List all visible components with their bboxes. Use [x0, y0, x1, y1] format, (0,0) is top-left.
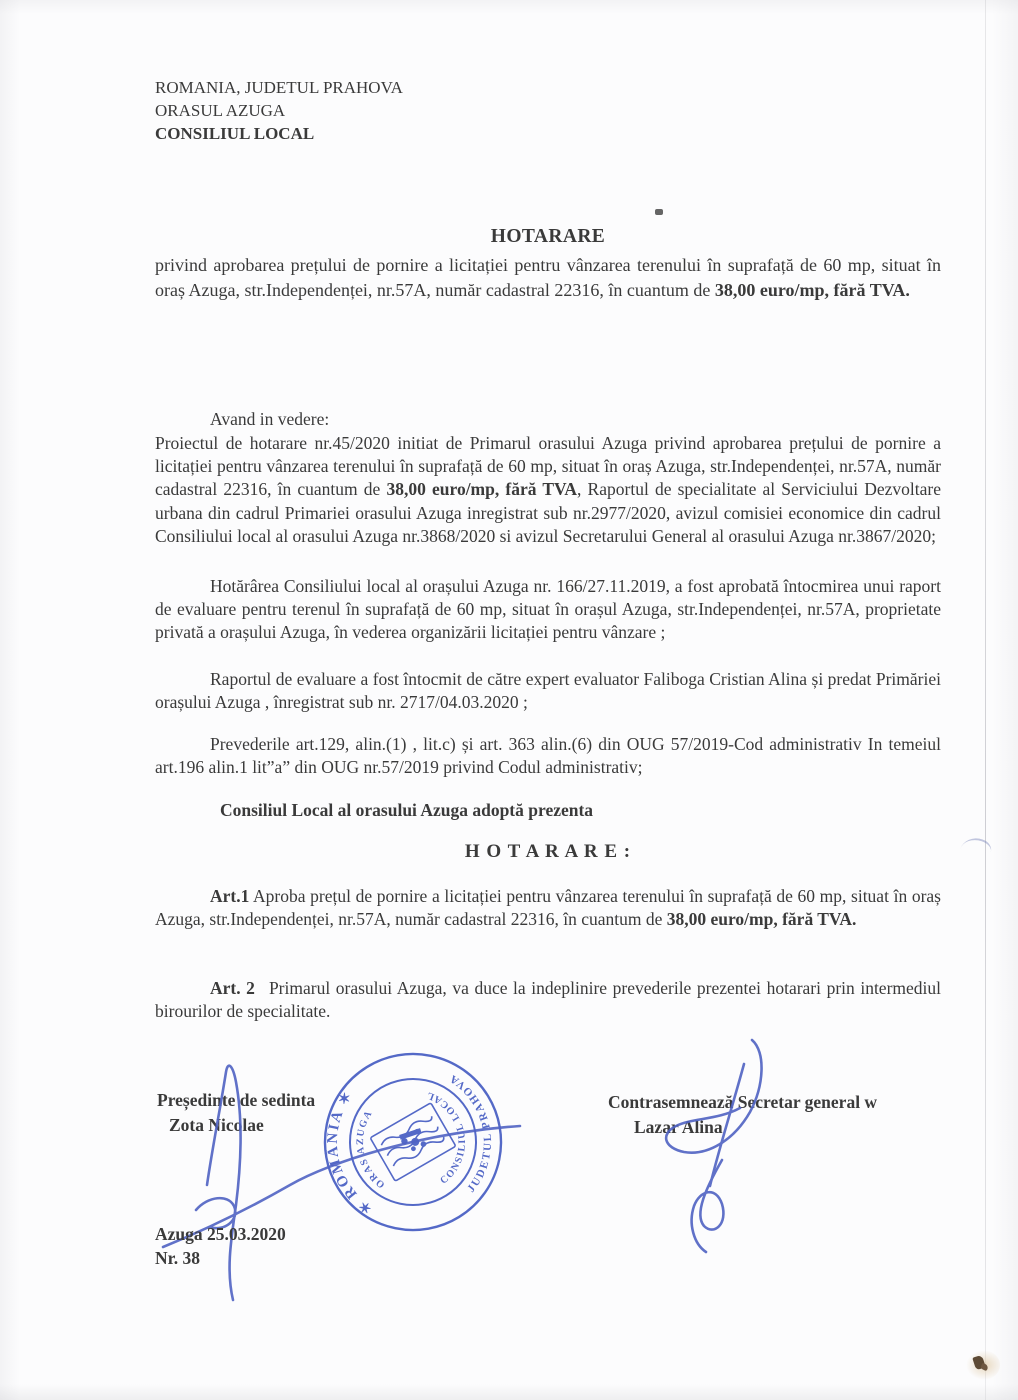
p1-price-bold: 38,00 euro/mp, fără TVA [386, 479, 578, 500]
scan-fold-line [985, 0, 986, 1400]
article-1-price-bold: 38,00 euro/mp, fără TVA. [666, 909, 857, 930]
corner-stain [970, 1352, 996, 1378]
letterhead [155, 76, 403, 145]
scan-speck [655, 209, 663, 215]
signature-block-secretary [608, 1090, 877, 1140]
scan-edge-mark [960, 834, 993, 858]
decision-subtitle [155, 253, 941, 304]
president-name: Zota Nicolae [169, 1115, 264, 1135]
preamble-paragraph-2: Hotărârea Consiliului local al orașului Azuga nr. 166/27.11.2019, a fost aprobată întocmirea unui raport de evaluare pentru terenul în suprafață de 60 mp, situat în orașul Azuga, str.Independenței, nr.57A, proprietate privată a orașului Azuga, în vederea organizării licitației pentru vânzare ; [155, 576, 941, 643]
secretary-signature-hook [692, 1160, 724, 1252]
decision-number: Nr. 38 [155, 1248, 201, 1268]
subtitle-text: privind aprobarea prețului de pornire a licitației pentru vânzarea terenului în suprafață de 60 mp, situat în oraș Azuga, str.Independenței, nr.57A, număr cadastral 22316, în cuantum de [155, 255, 941, 301]
official-round-stamp [318, 1047, 508, 1237]
article-2-label: Art. 2 [210, 978, 255, 998]
preamble-intro: Avand in vedere: [210, 409, 330, 429]
p1-text-a: Proiectul de hotarare nr.45/2020 initiat de Primarul orasului Azuga privind aprobarea prețului de pornire a licitației pentru vânzarea terenului în suprafață de 60 mp, situat în oraș Azuga, str.Independenței, nr.57A, număr cadastral 22316, în cuantum de [155, 433, 941, 500]
decision-heading: H O T A R A R E : [464, 841, 632, 862]
footer-block [155, 1222, 286, 1270]
preamble-paragraph-4: Prevederile art.129, alin.(1) , lit.c) și art. 363 alin.(6) din OUG 57/2019-Cod administrativ In temeiul art.196 alin.1 lit”a” din OUG nr.57/2019 privind Codul administrativ; [155, 734, 941, 778]
president-role: Președinte de sedinta [157, 1090, 316, 1110]
article-2 [155, 977, 941, 1023]
p1-text-b: , Raportul de specialitate al Serviciului Dezvoltare urbana din cadrul Primariei orasului Azuga inregistrat sub nr.2977/2020, avizul comisiei economice din cadrul Consiliului local al orasului Azuga nr.3868/2020 si avizul Secretarului General al orasului Azuga nr.3867/2020; [155, 479, 941, 546]
article-1-text: Aproba prețul de pornire a licitației pentru vânzarea terenului în suprafață de 60 mp, situat în oraș Azuga, str.Independenței, nr.57A, număr cadastral 22316, în cuantum de [155, 886, 941, 930]
article-1 [155, 885, 941, 931]
letterhead-institution: CONSILIUL LOCAL [155, 124, 315, 143]
secretary-name: Lazar Alina [634, 1117, 723, 1137]
adoption-line: Consiliul Local al orasului Azuga adoptă prezenta [220, 800, 594, 820]
place-and-date: Azuga 25.03.2020 [155, 1224, 286, 1244]
stamp-ring-text-romania: ✶ ROMÂNIA ✶ [324, 1087, 376, 1217]
preamble-paragraph-1 [155, 432, 941, 548]
letterhead-country: ROMANIA, JUDETUL PRAHOVA [155, 78, 403, 97]
signature-block-president [157, 1088, 315, 1138]
letterhead-city: ORASUL AZUGA [155, 101, 286, 120]
preamble-paragraph-3: Raportul de evaluare a fost întocmit de către expert evaluator Faliboga Cristian Alina și predat Primăriei orașului Azuga , înregistrat sub nr. 2717/04.03.2020 ; [155, 669, 941, 713]
secretary-role: Contrasemnează Secretar general w [608, 1092, 878, 1112]
article-2-text: Primarul orasului Azuga, va duce la indeplinire prevederile prezentei hotarari prin intermediul birourilor de specialitate. [155, 978, 942, 1022]
stamp-inner-text-consiliu: CONSILIUL LOCAL [424, 1089, 469, 1187]
subtitle-price-bold: 38,00 euro/mp, fără TVA. [714, 280, 910, 301]
stamp-ring-text-judet: JUDETUL PRAHOVA [446, 1071, 495, 1195]
stamp-coat-of-arms [370, 1103, 456, 1181]
decision-title: HOTARARE [490, 226, 606, 247]
article-1-label: Art.1 [210, 886, 250, 906]
stamp-inner-text-oras: ORAS AZUGA [354, 1108, 388, 1191]
